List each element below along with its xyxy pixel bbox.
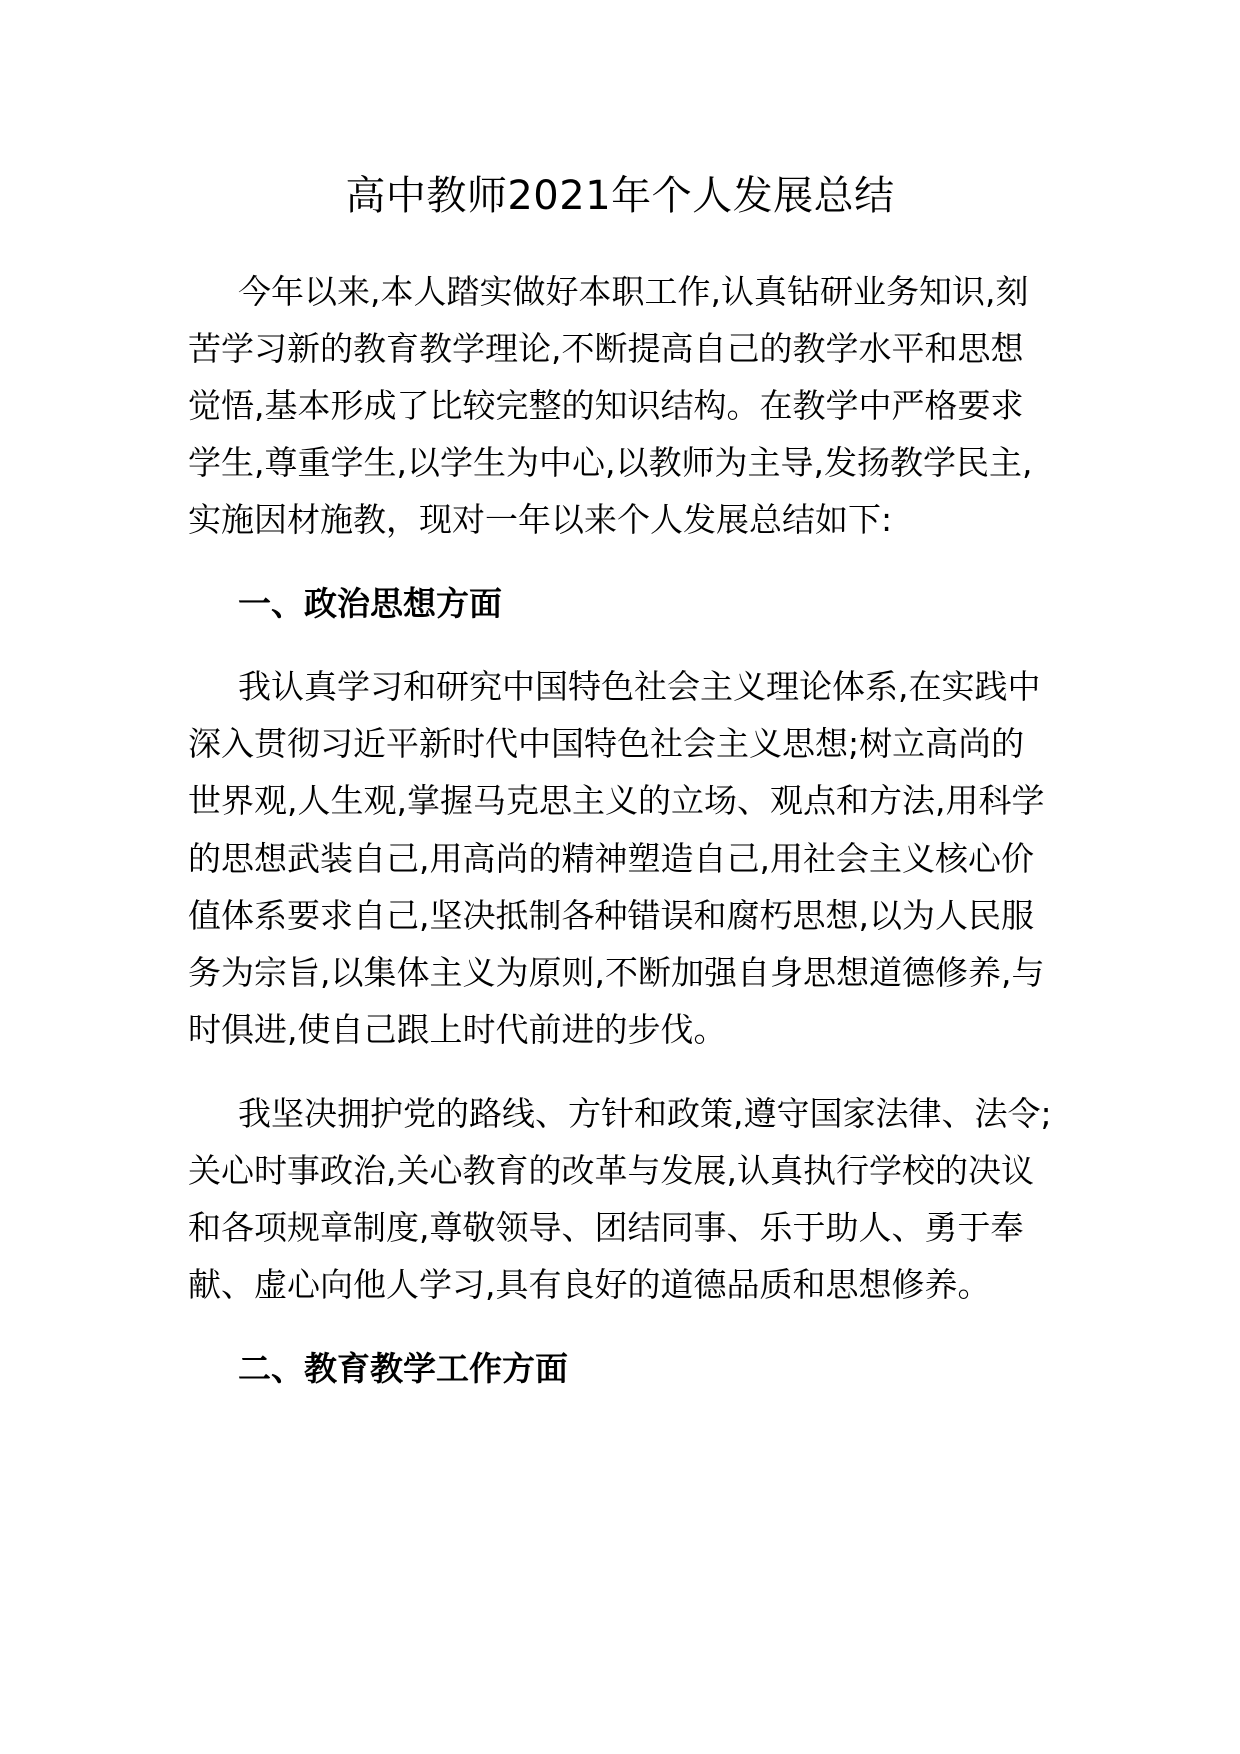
intro-line: 觉悟,基本形成了比较完整的知识结构。在教学中严格要求 (188, 386, 1024, 425)
paragraph-line: 我坚决拥护党的路线、方针和政策,遵守国家法律、法令; (238, 1094, 1052, 1133)
intro-line: 苦学习新的教育教学理论,不断提高自己的教学水平和思想 (188, 329, 1024, 368)
paragraph-line: 的思想武装自己,用高尚的精神塑造自己,用社会主义核心价 (188, 839, 1034, 878)
intro-line: 学生,尊重学生,以学生为中心,以教师为主导,发扬教学民主, (188, 443, 1033, 482)
intro-line: 今年以来,本人踏实做好本职工作,认真钻研业务知识,刻 (238, 272, 1029, 311)
section-heading-political: 一、政治思想方面 (238, 584, 502, 623)
paragraph-line: 值体系要求自己,坚决抵制各种错误和腐朽思想,以为人民服 (188, 896, 1034, 935)
intro-line: 实施因材施教，现对一年以来个人发展总结如下: (188, 500, 893, 539)
paragraph-line: 务为宗旨,以集体主义为原则,不断加强自身思想道德修养,与 (188, 953, 1045, 992)
paragraph-line: 深入贯彻习近平新时代中国特色社会主义思想;树立高尚的 (188, 724, 1025, 763)
paragraph-line: 我认真学习和研究中国特色社会主义理论体系,在实践中 (238, 667, 1041, 706)
paragraph-line: 和各项规章制度,尊敬领导、团结同事、乐于助人、勇于奉 (188, 1208, 1024, 1247)
document-title: 高中教师2021年个人发展总结 (345, 173, 895, 219)
paragraph-line: 献、虚心向他人学习,具有良好的道德品质和思想修养。 (188, 1265, 991, 1304)
section-heading-teaching: 二、教育教学工作方面 (238, 1349, 568, 1388)
paragraph-line: 时俱进,使自己跟上时代前进的步伐。 (188, 1010, 727, 1049)
paragraph-line: 关心时事政治,关心教育的改革与发展,认真执行学校的决议 (188, 1151, 1034, 1190)
paragraph-line: 世界观,人生观,掌握马克思主义的立场、观点和方法,用科学 (188, 781, 1045, 820)
